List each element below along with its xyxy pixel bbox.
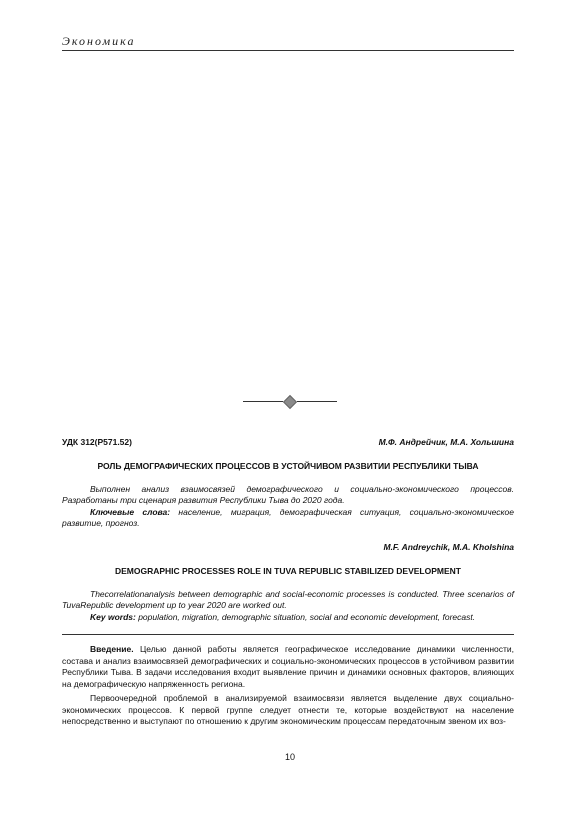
- udk-code: УДК 312(Р571.52): [62, 437, 132, 447]
- keywords-text-en: population, migration, demographic situation, social and economic development, forecast.: [135, 612, 476, 622]
- ornament-line-left: [243, 401, 283, 402]
- section-ornament: [243, 396, 337, 408]
- intro-label: Введение.: [90, 644, 134, 654]
- page-number: 10: [284, 752, 295, 762]
- article-title-en: DEMOGRAPHIC PROCESSES ROLE IN TUVA REPUBLIC STABILIZED DEVELOPMENT: [114, 566, 461, 576]
- body-paragraph-2: Первоочередной проблемой в анализируемой взаимосвязи является выделение двух социально-экономических процессов. К первой группе следует отнести те, которые воздействуют на население непосредственно и выступают по отношению к другим экономическим процессам передаточным звеном их воз-: [62, 693, 514, 726]
- keywords-text-ru: население, миграция, демографическая ситуация, социально-экономическое развитие, прогноз.: [62, 507, 514, 528]
- keywords-en: [62, 612, 514, 623]
- running-head-section: Экономика: [62, 34, 136, 48]
- intro-text: Целью данной работы является географическое исследование динамики численности, состава и анализ взаимосвязей демографических и социально-экономических процессов в устойчивом развитии Республики Тыва. В задачи исследования входит выявление причин и динамики основных факторов, влияющих на демографическую напряженность региона.: [62, 644, 514, 689]
- keywords-label-ru: Ключевые слова:: [90, 507, 171, 517]
- body-rule: [62, 634, 514, 635]
- keywords-ru: [62, 507, 514, 529]
- abstract-en: Thecorrelationanalysis between demographic and social-economic processes is conducted. Three scenarios of TuvaRepublic development up to year 2020 are worked out.: [62, 589, 514, 610]
- keywords-label-en: Key words:: [90, 612, 136, 622]
- ornament-line-right: [297, 401, 337, 402]
- header-rule: [62, 50, 514, 51]
- abstract-ru: Выполнен анализ взаимосвязей демографического и социально-экономического процессов. Разработаны три сценария развития Республики Тыва до 2020 года.: [62, 484, 514, 505]
- authors-ru: М.Ф. Андрейчик, М.А. Хольшина: [378, 437, 514, 447]
- article-title-ru: РОЛЬ ДЕМОГРАФИЧЕСКИХ ПРОЦЕССОВ В УСТОЙЧИВОМ РАЗВИТИИ РЕСПУБЛИКИ ТЫВА: [97, 461, 479, 471]
- diamond-icon: [283, 395, 297, 409]
- body-paragraph-intro: [62, 644, 514, 690]
- authors-en: M.F. Andreychik, M.A. Kholshina: [383, 542, 514, 552]
